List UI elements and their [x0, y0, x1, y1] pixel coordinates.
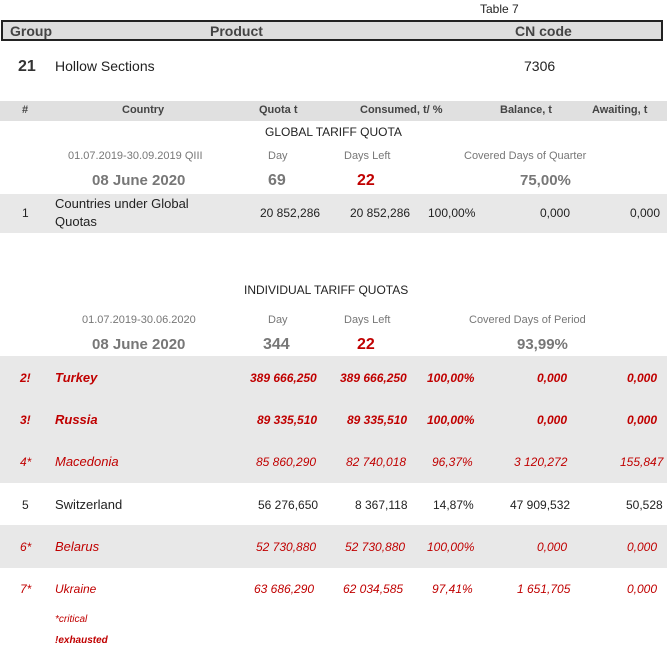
row-quota: 89 335,510 — [257, 413, 318, 427]
row-percent: 100,00% — [427, 413, 475, 427]
global-day-label: Day — [268, 150, 288, 162]
row-quota: 20 852,286 — [260, 206, 321, 220]
row-country: Turkey — [55, 370, 98, 385]
row-quota: 63 686,290 — [254, 582, 315, 596]
row-consumed: 89 335,510 — [347, 413, 408, 427]
row-num: 1 — [22, 206, 29, 220]
table-header — [1, 20, 663, 41]
row-country: Countries under Global — [55, 196, 189, 211]
col-consumed: Consumed, t/ % — [360, 104, 443, 116]
row-consumed: 20 852,286 — [350, 206, 411, 220]
row-consumed: 8 367,118 — [355, 498, 408, 512]
global-covered: 75,00% — [520, 172, 571, 189]
row-balance: 0,000 — [537, 540, 568, 554]
column-headers — [0, 101, 667, 121]
col-awaiting: Awaiting, t — [592, 104, 648, 116]
row-country-line2: Quotas — [55, 214, 97, 229]
row-quota: 56 276,650 — [258, 498, 319, 512]
global-days-left: 22 — [357, 172, 375, 189]
row-awaiting: 0,000 — [627, 371, 658, 385]
row-percent: 14,87% — [433, 498, 474, 512]
row-country: Belarus — [55, 539, 100, 554]
cn-code-value: 7306 — [524, 58, 556, 74]
row-awaiting: 155,847 — [620, 455, 664, 469]
row-num: 5 — [22, 498, 29, 512]
individual-day-label: Day — [268, 314, 288, 326]
row-awaiting: 0,000 — [630, 206, 661, 220]
table-row — [0, 440, 667, 483]
col-num: # — [22, 104, 29, 116]
row-awaiting: 0,000 — [627, 582, 658, 596]
row-num: 6* — [20, 540, 32, 554]
header-group: Group — [10, 23, 52, 39]
row-quota: 52 730,880 — [256, 540, 317, 554]
individual-days-left-label: Days Left — [344, 314, 391, 326]
row-percent: 96,37% — [432, 455, 473, 469]
row-awaiting: 0,000 — [627, 413, 658, 427]
row-country: Ukraine — [55, 582, 97, 596]
table-row — [0, 483, 667, 525]
individual-covered-label: Covered Days of Period — [469, 314, 586, 326]
row-num: 4* — [20, 455, 32, 469]
row-num: 2! — [20, 371, 31, 385]
row-balance: 47 909,532 — [510, 498, 571, 512]
table-row — [0, 194, 667, 233]
col-quota: Quota t — [259, 104, 298, 116]
global-covered-label: Covered Days of Quarter — [464, 150, 587, 162]
row-consumed: 52 730,880 — [345, 540, 406, 554]
row-country: Macedonia — [55, 454, 119, 469]
row-quota: 389 666,250 — [250, 371, 317, 385]
row-balance: 1 651,705 — [517, 582, 571, 596]
individual-covered: 93,99% — [517, 336, 568, 353]
table-row — [0, 356, 667, 398]
row-num: 7* — [20, 582, 32, 596]
global-days-left-label: Days Left — [344, 150, 391, 162]
individual-section-title: INDIVIDUAL TARIFF QUOTAS — [244, 283, 409, 297]
global-date: 08 June 2020 — [92, 172, 186, 189]
table-row — [0, 398, 667, 440]
legend-critical: *critical — [55, 614, 88, 625]
individual-period: 01.07.2019-30.06.2020 — [82, 314, 196, 326]
individual-day: 344 — [263, 336, 290, 353]
row-quota: 85 860,290 — [256, 455, 317, 469]
global-section-title: GLOBAL TARIFF QUOTA — [265, 125, 402, 139]
row-balance: 0,000 — [537, 371, 568, 385]
row-country: Switzerland — [55, 497, 123, 512]
product-name: Hollow Sections — [55, 58, 155, 74]
header-cn-code: CN code — [515, 23, 572, 39]
row-awaiting: 50,528 — [626, 498, 663, 512]
table-number: Table 7 — [480, 2, 519, 16]
col-balance: Balance, t — [500, 104, 552, 116]
individual-date: 08 June 2020 — [92, 336, 186, 353]
row-awaiting: 0,000 — [627, 540, 658, 554]
row-balance: 0,000 — [540, 206, 571, 220]
row-consumed: 62 034,585 — [343, 582, 404, 596]
individual-days-left: 22 — [357, 336, 375, 353]
legend-exhausted: !exhausted — [55, 635, 108, 646]
row-percent: 100,00% — [427, 371, 475, 385]
row-num: 3! — [20, 413, 31, 427]
table-row — [0, 525, 667, 568]
header-product: Product — [210, 23, 263, 39]
row-percent: 97,41% — [432, 582, 473, 596]
col-country: Country — [122, 104, 165, 116]
group-number: 21 — [18, 58, 36, 75]
row-balance: 3 120,272 — [514, 455, 568, 469]
row-country: Russia — [55, 412, 98, 427]
row-percent: 100,00% — [428, 206, 476, 220]
row-percent: 100,00% — [427, 540, 475, 554]
row-consumed: 389 666,250 — [340, 371, 407, 385]
row-consumed: 82 740,018 — [346, 455, 407, 469]
table-row — [0, 568, 667, 610]
row-balance: 0,000 — [537, 413, 568, 427]
global-period: 01.07.2019-30.09.2019 QIII — [68, 150, 203, 162]
global-day: 69 — [268, 172, 286, 189]
